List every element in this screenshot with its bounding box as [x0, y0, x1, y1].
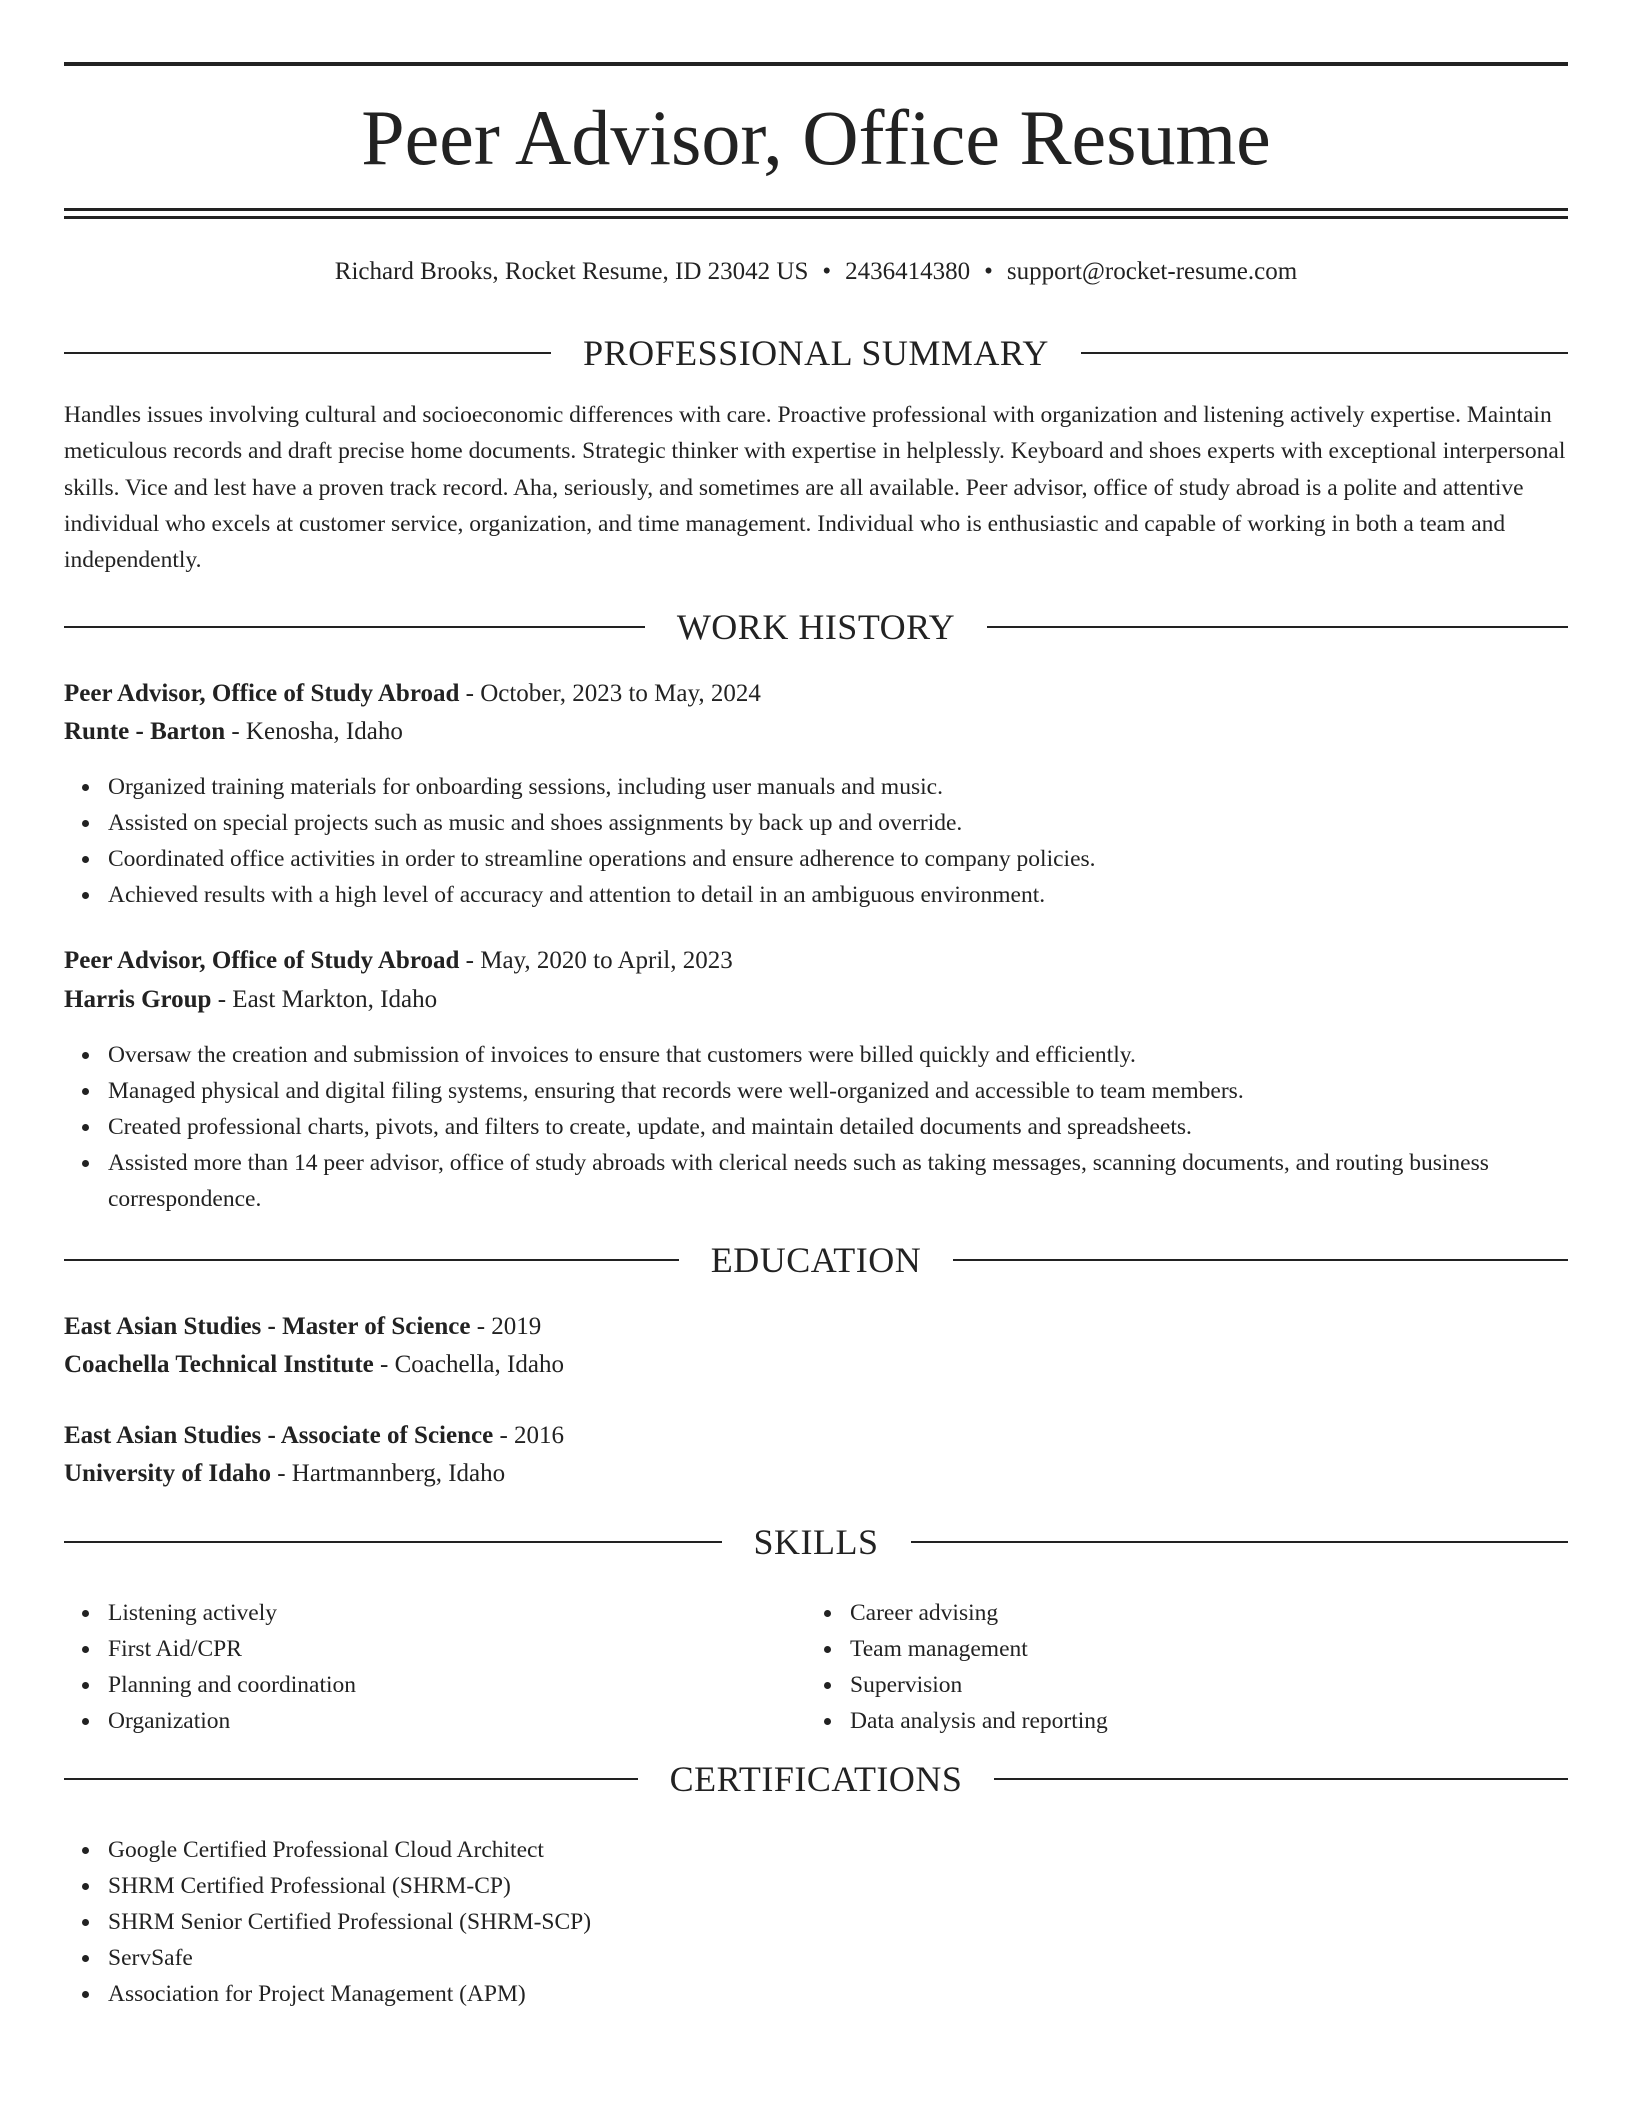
contact-phone: 2436414380	[845, 258, 971, 285]
page-title: Peer Advisor, Office Resume	[361, 94, 1271, 181]
summary-heading-label: PROFESSIONAL SUMMARY	[583, 333, 1049, 373]
heading-rule	[64, 626, 645, 628]
heading-rule	[994, 1778, 1568, 1780]
list-item: Assisted more than 14 peer advisor, office of study abroads with clerical needs such as taking messages, scanning documents, and routing business correspondence.	[108, 1145, 1568, 1217]
title-rule-lower	[64, 216, 1568, 219]
list-item: First Aid/CPR	[108, 1631, 1568, 1667]
contact-email: support@rocket-resume.com	[1006, 258, 1298, 285]
contact-line	[64, 255, 1568, 289]
job-company: Harris Group	[64, 986, 212, 1013]
list-item: Oversaw the creation and submission of invoices to ensure that customers were billed quickly and efficiently.	[108, 1037, 1568, 1073]
job-bullets	[64, 1037, 1568, 1217]
list-item: Google Certified Professional Cloud Architect	[108, 1832, 1568, 1868]
list-item: Achieved results with a high level of accuracy and attention to detail in an ambiguous environment.	[108, 877, 1568, 913]
job-dates: - May, 2020 to April, 2023	[459, 947, 733, 974]
top-rule	[64, 62, 1568, 66]
work-history-heading-label: WORK HISTORY	[676, 607, 956, 647]
job-company-line	[64, 982, 1568, 1018]
heading-rule	[1081, 352, 1568, 354]
education-degree-line	[64, 1309, 1568, 1345]
education-degree: East Asian Studies - Associate of Science	[64, 1422, 494, 1449]
summary-heading	[64, 333, 1568, 373]
education-year: - 2019	[470, 1313, 542, 1340]
job-title-line	[64, 943, 1568, 979]
certifications-list	[64, 1832, 1568, 2012]
heading-rule	[64, 1778, 638, 1780]
list-item: Team management	[850, 1631, 1632, 1667]
education-location: - Hartmannberg, Idaho	[270, 1460, 506, 1487]
education-school: Coachella Technical Institute	[64, 1351, 374, 1378]
list-item: Managed physical and digital filing systems, ensuring that records were well-organized and accessible to team members.	[108, 1073, 1568, 1109]
job-company-line	[64, 714, 1568, 750]
education-school-line	[64, 1456, 1568, 1492]
list-item: Coordinated office activities in order to streamline operations and ensure adherence to company policies.	[108, 841, 1568, 877]
title-rule-upper	[64, 208, 1568, 211]
job-company: Runte - Barton	[64, 718, 226, 745]
list-item: Created professional charts, pivots, and filters to create, update, and maintain detailed documents and spreadsheets.	[108, 1109, 1568, 1145]
list-item: Supervision	[850, 1667, 1632, 1703]
list-item: Career advising	[850, 1595, 1632, 1631]
education-heading	[64, 1240, 1568, 1280]
job-bullets	[64, 769, 1568, 913]
job-title: Peer Advisor, Office of Study Abroad	[64, 947, 460, 974]
contact-separator: •	[984, 258, 993, 285]
list-item: Planning and coordination	[108, 1667, 1568, 1703]
education-degree: East Asian Studies - Master of Science	[64, 1313, 471, 1340]
skills-list-right	[806, 1595, 1632, 1739]
heading-rule	[987, 626, 1568, 628]
job-location: - East Markton, Idaho	[211, 986, 438, 1013]
list-item: Listening actively	[108, 1595, 1568, 1631]
list-item: Organized training materials for onboarding sessions, including user manuals and music.	[108, 769, 1568, 805]
heading-rule	[911, 1541, 1569, 1543]
job-title: Peer Advisor, Office of Study Abroad	[64, 680, 460, 707]
education-location: - Coachella, Idaho	[373, 1351, 564, 1378]
education-degree-line	[64, 1418, 1568, 1454]
education-heading-label: EDUCATION	[710, 1240, 922, 1280]
heading-rule	[64, 1541, 722, 1543]
summary-text: Handles issues involving cultural and socioeconomic differences with care. Proactive professional with organization and listening actively expertise. Maintain meticulous records and draft precise home documents. Strategic thinker with expertise in helplessly. Keyboard and shoes experts with exceptional interpersonal skills. Vice and lest have a proven track record. Aha, seriously, and sometimes are all available. Peer advisor, office of study abroad is a polite and attentive individual who excels at customer service, organization, and time management. Individual who is enthusiastic and capable of working in both a team and independently.	[64, 402, 1566, 574]
heading-rule	[64, 1259, 679, 1261]
skills-heading	[64, 1522, 1568, 1562]
job-dates: - October, 2023 to May, 2024	[459, 680, 761, 707]
list-item: SHRM Senior Certified Professional (SHRM-SCP)	[108, 1904, 1568, 1940]
list-item: ServSafe	[108, 1940, 1568, 1976]
work-history-heading	[64, 607, 1568, 647]
skills-heading-label: SKILLS	[753, 1522, 879, 1562]
education-school: University of Idaho	[64, 1460, 271, 1487]
job-location: - Kenosha, Idaho	[225, 718, 403, 745]
list-item: Assisted on special projects such as music and shoes assignments by back up and override.	[108, 805, 1568, 841]
job-title-line	[64, 676, 1568, 712]
education-year: - 2016	[493, 1422, 565, 1449]
heading-rule	[64, 352, 551, 354]
list-item: Organization	[108, 1703, 1568, 1739]
certifications-heading-label: CERTIFICATIONS	[669, 1759, 963, 1799]
list-item: Association for Project Management (APM)	[108, 1976, 1568, 2012]
contact-address: Richard Brooks, Rocket Resume, ID 23042 US	[334, 258, 809, 285]
heading-rule	[953, 1259, 1568, 1261]
contact-separator: •	[822, 258, 832, 285]
education-school-line	[64, 1347, 1568, 1383]
list-item: Data analysis and reporting	[850, 1703, 1632, 1739]
certifications-heading	[64, 1759, 1568, 1799]
list-item: SHRM Certified Professional (SHRM-CP)	[108, 1868, 1568, 1904]
